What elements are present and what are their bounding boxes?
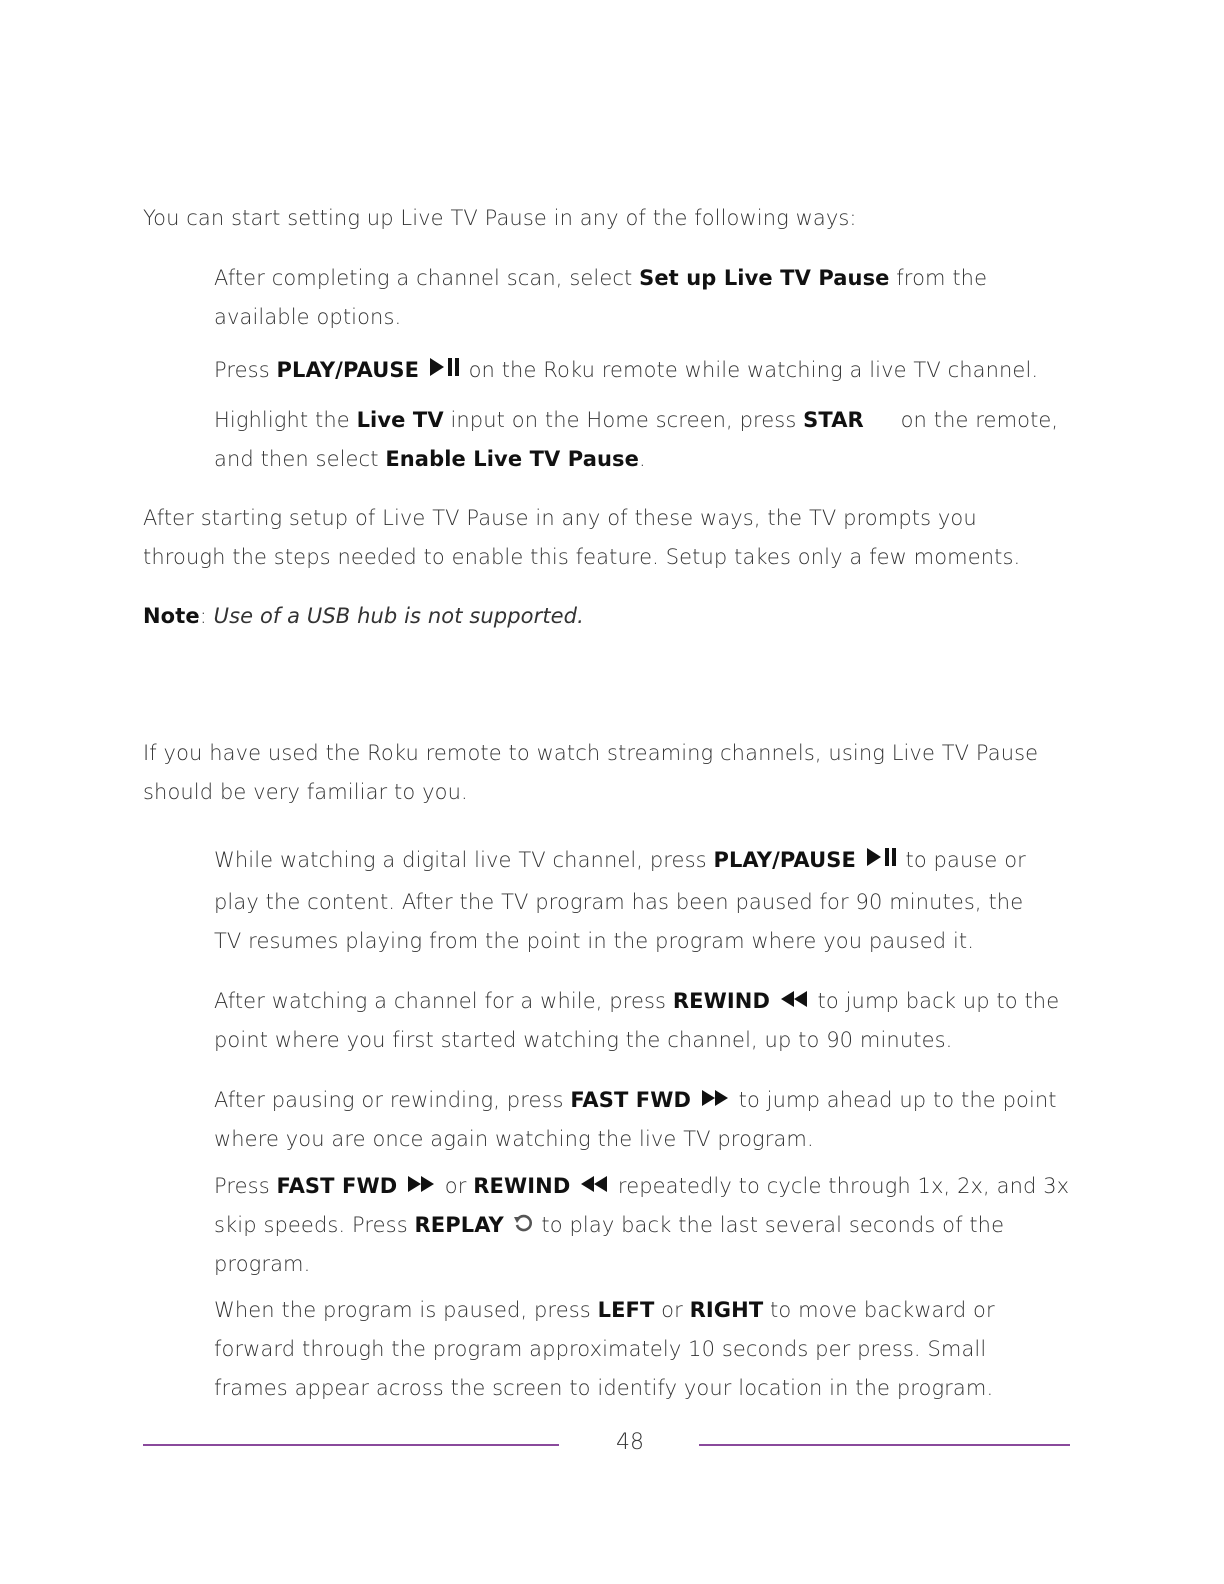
usage-intro-line1: If you have used the Roku remote to watch streaming channels, using Live TV Pause xyxy=(143,741,1039,765)
setup-option-2: Press PLAY/PAUSE on the Roku remote while watching a live TV channel. xyxy=(214,351,1038,391)
setup-option-3-line2: and then select Enable Live TV Pause. xyxy=(214,447,646,471)
usage-item-4-line1: Press FAST FWD or REWIND repeatedly to cycle through 1x, 2x, and 3x xyxy=(214,1167,1069,1207)
usage-item-1-line2: play the content. After the TV program has been paused for 90 minutes, the xyxy=(214,890,1024,914)
setup-option-3-line1: Highlight the Live TV input on the Home screen, press STAR on the remote, xyxy=(214,408,1059,432)
setup-option-1-line2: available options. xyxy=(214,305,402,329)
usage-item-4-line2: skip speeds. Press REPLAY to play back the last several seconds of the xyxy=(214,1206,1004,1246)
intro-paragraph: You can start setting up Live TV Pause in any of the following ways: xyxy=(143,206,857,230)
play-pause-icon xyxy=(428,352,460,391)
usage-item-5-line2: forward through the program approximately 10 seconds per press. Small xyxy=(214,1337,987,1361)
rewind-icon xyxy=(779,983,809,1022)
usage-item-1-line3: TV resumes playing from the point in the program where you paused it. xyxy=(214,929,974,953)
usage-item-3-line2: where you are once again watching the live TV program. xyxy=(214,1127,814,1151)
play-pause-icon xyxy=(865,842,897,881)
fast-forward-icon xyxy=(406,1168,436,1207)
usage-item-2-line1: After watching a channel for a while, press REWIND to jump back up to the xyxy=(214,982,1059,1022)
footer-rule-left xyxy=(143,1444,559,1446)
replay-icon xyxy=(513,1207,533,1246)
note-text: Use of a USB hub is not supported. xyxy=(213,604,584,628)
note: Note: Use of a USB hub is not supported. xyxy=(143,604,584,628)
usage-item-5-line3: frames appear across the screen to identify your location in the program. xyxy=(214,1376,994,1400)
footer-rule-right xyxy=(699,1444,1070,1446)
rewind-icon xyxy=(579,1168,609,1207)
setup-option-1-line1: After completing a channel scan, select Set up Live TV Pause from the xyxy=(214,266,988,290)
after-setup-line2: through the steps needed to enable this feature. Setup takes only a few moments. xyxy=(143,545,1021,569)
usage-item-5-line1: When the program is paused, press LEFT or RIGHT to move backward or xyxy=(214,1298,995,1322)
after-setup-line1: After starting setup of Live TV Pause in any of these ways, the TV prompts you xyxy=(143,506,977,530)
usage-item-4-line3: program. xyxy=(214,1252,311,1276)
usage-intro-line2: should be very familiar to you. xyxy=(143,780,468,804)
page-number: 48 xyxy=(616,1430,644,1455)
fast-forward-icon xyxy=(700,1082,730,1121)
note-label: Note xyxy=(143,604,200,628)
usage-item-3-line1: After pausing or rewinding, press FAST FWD to jump ahead up to the point xyxy=(214,1081,1057,1121)
usage-item-1-line1: While watching a digital live TV channel, press PLAY/PAUSE to pause or xyxy=(214,841,1026,881)
usage-item-2-line2: point where you first started watching the channel, up to 90 minutes. xyxy=(214,1028,953,1052)
